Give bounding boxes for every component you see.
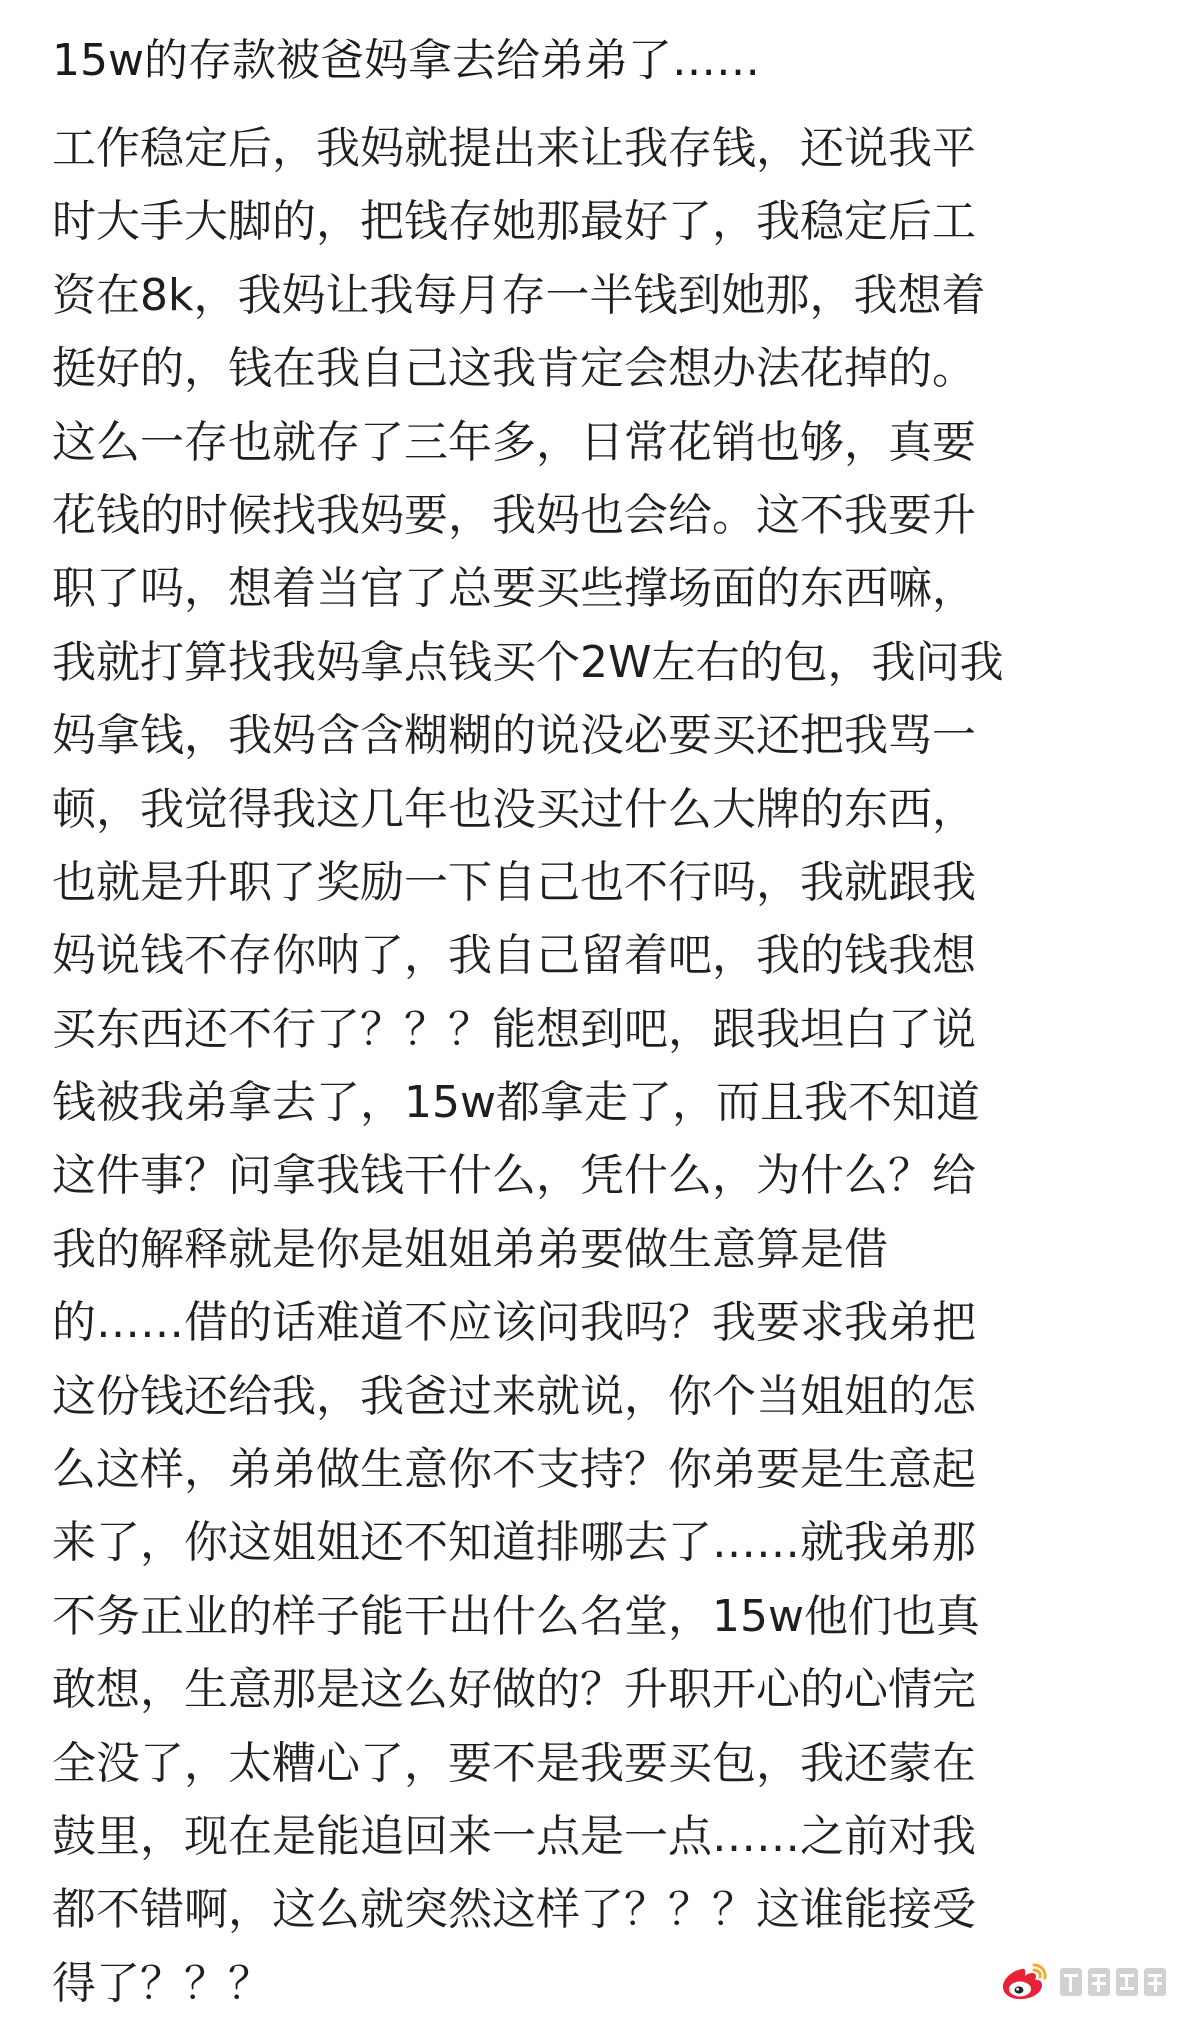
post-container	[52, 0, 1152, 2020]
post-body-line: 都不错啊，这么就突然这样了？？？这谁能接受	[52, 1884, 976, 1936]
post-body-line: 妈说钱不存你呐了，我自己留着吧，我的钱我想	[52, 930, 976, 982]
post-body-line: 敢想，生意那是这么好做的？升职开心的心情完	[52, 1664, 976, 1716]
post-body-line: 买东西还不行了？？？能想到吧，跟我坦白了说	[52, 1003, 976, 1055]
watermark-text-glyphs	[1058, 1962, 1178, 2002]
post-body-line: 钱被我弟拿去了，15w都拿走了，而且我不知道	[52, 1077, 980, 1129]
post-body-line: 花钱的时候找我妈要，我妈也会给。这不我要升	[52, 489, 976, 541]
post-body	[52, 112, 1152, 2020]
post-body-line: 资在8k，我妈让我每月存一半钱到她那，我想着	[52, 269, 986, 321]
weibo-watermark	[1000, 1956, 1178, 2008]
post-title: 15w的存款被爸妈拿去给弟弟了……	[52, 35, 760, 86]
post-body-line: 这件事？问拿我钱干什么，凭什么，为什么？给	[52, 1150, 976, 1202]
post-body-line: 妈拿钱，我妈含含糊糊的说没必要买还把我骂一	[52, 710, 976, 762]
post-body-line: 全没了，太糟心了，要不是我要买包，我还蒙在	[52, 1737, 976, 1789]
post-body-line: 这么一存也就存了三年多，日常花销也够，真要	[52, 416, 976, 468]
post-body-line: 不务正业的样子能干出什么名堂，15w他们也真	[52, 1590, 980, 1642]
post-body-line: 的……借的话难道不应该问我吗？我要求我弟把	[52, 1297, 976, 1349]
post-body-line: 工作稳定后，我妈就提出来让我存钱，还说我平	[52, 123, 976, 174]
weibo-logo-icon	[1000, 1961, 1050, 2003]
post-body-line: 挺好的，钱在我自己这我肯定会想办法花掉的。	[52, 343, 976, 395]
post-body-line: 得了？？？	[52, 1957, 272, 2009]
post-body-line: 我就打算找我妈拿点钱买个2W左右的包，我问我	[52, 636, 1004, 688]
post-body-line: 来了，你这姐姐还不知道排哪去了……就我弟那	[52, 1517, 976, 1569]
post-body-line: 鼓里，现在是能追回来一点是一点……之前对我	[52, 1810, 976, 1862]
post-body-line: 职了吗，想着当官了总要买些撑场面的东西嘛，	[52, 563, 976, 615]
post-body-line: 时大手大脚的，把钱存她那最好了，我稳定后工	[52, 196, 976, 248]
post-body-line: 么这样，弟弟做生意你不支持？你弟要是生意起	[52, 1444, 976, 1496]
post-body-line: 顿，我觉得我这几年也没买过什么大牌的东西，	[52, 783, 976, 835]
post-body-line: 也就是升职了奖励一下自己也不行吗，我就跟我	[52, 856, 976, 908]
post-body-line: 这份钱还给我，我爸过来就说，你个当姐姐的怎	[52, 1370, 976, 1422]
post-body-line: 我的解释就是你是姐姐弟弟要做生意算是借	[52, 1223, 888, 1275]
